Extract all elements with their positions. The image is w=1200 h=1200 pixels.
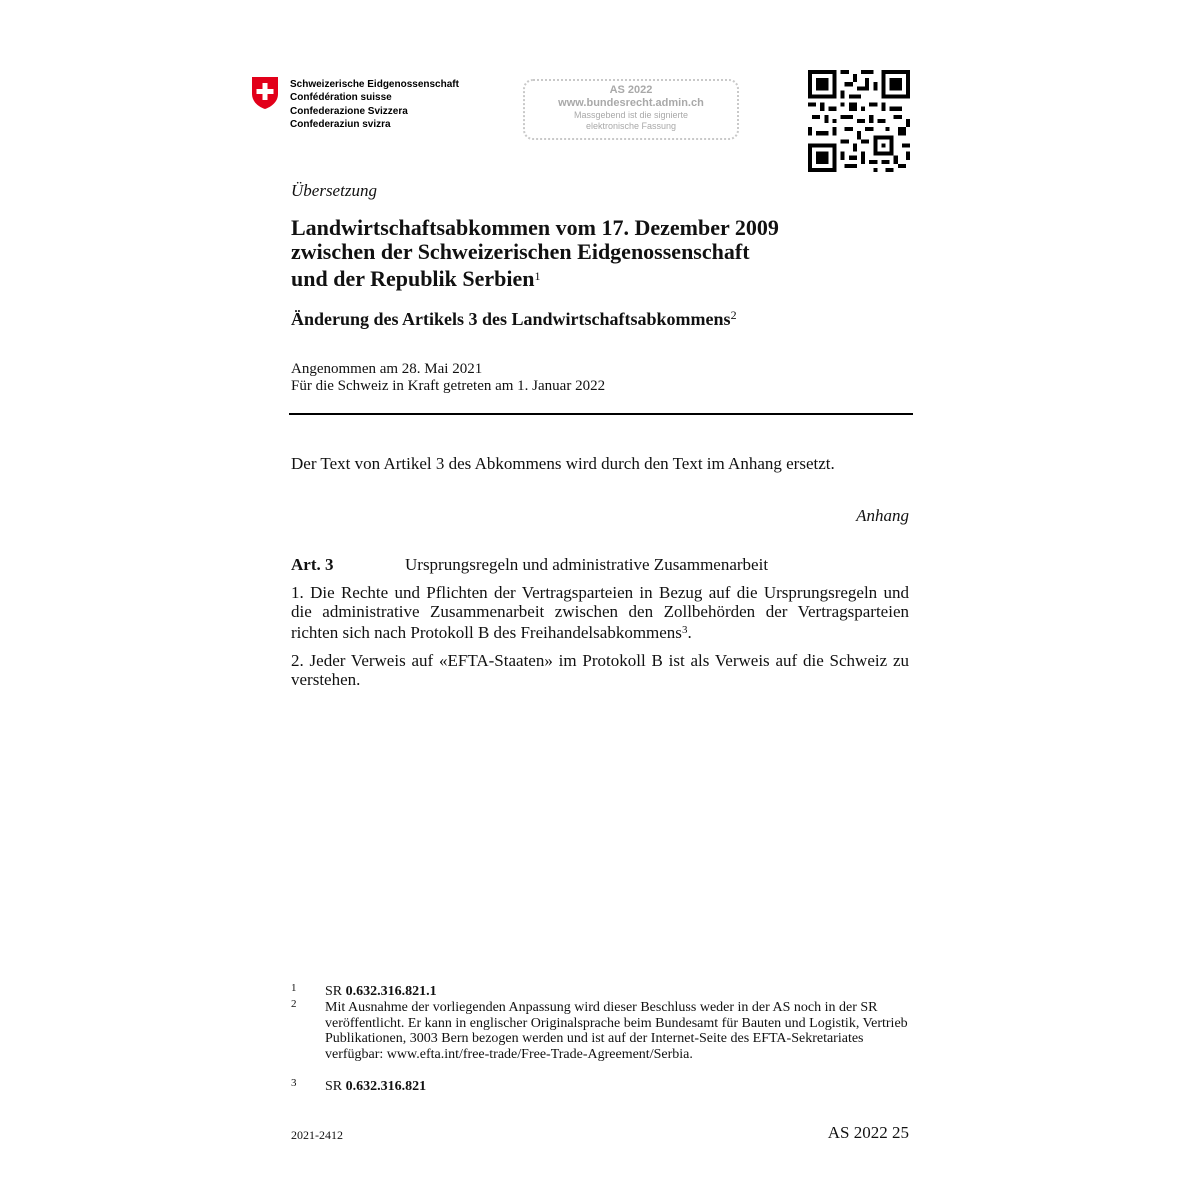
title-line-3-text: und der Republik Serbien	[291, 266, 535, 291]
document-reference: 2021-2412	[291, 1128, 343, 1142]
footnote-1	[291, 984, 909, 1000]
footnote-2-text: Mit Ausnahme der vorliegenden Anpassung wird dieser Beschluss weder in der AS noch in der SR veröffentlicht. Er kann in englischer Originalsprache beim Bundesamt für Bauten und Logistik, Vertrieb Publikationen, 3003 Bern bezogen werden und ist auf der Internet-Seite des EFTA-Sekretariates verfügbar: www.efta.int/free-trade/Free-Trade-Agreement/Serbia.	[325, 1000, 908, 1062]
publication-stamp	[523, 79, 739, 140]
stamp-line-url: www.bundesrecht.admin.ch	[558, 97, 704, 109]
paragraph-1-end: .	[687, 623, 692, 642]
federal-logo	[250, 76, 460, 136]
federation-name-de: Schweizerische Eidgenossenschaft	[290, 79, 459, 90]
article-title: Ursprungsregeln und administrative Zusammenarbeit	[405, 555, 769, 574]
stamp-line-note: Massgebend ist die signierte	[573, 110, 689, 120]
document-subtitle	[291, 304, 737, 330]
page-number: AS 2022 25	[827, 1123, 909, 1142]
annex-label: Anhang	[856, 506, 909, 525]
federation-name-rm: Confederaziun svizra	[290, 118, 391, 130]
translation-label: Übersetzung	[291, 181, 377, 200]
header-divider	[289, 413, 913, 415]
footnote-3-prefix: SR	[325, 1079, 346, 1094]
federation-name-fr: Confédération suisse	[290, 92, 392, 104]
document-title	[291, 216, 779, 291]
footnote-2-number: 2	[291, 998, 297, 1010]
adopted-date: Angenommen am 28. Mai 2021	[291, 361, 483, 377]
article-paragraph-2: 2. Jeder Verweis auf «EFTA-Staaten» im Protokoll B ist als Verweis auf die Schweiz zu verstehen.	[291, 651, 909, 689]
footnote-3-number: 3	[291, 1077, 297, 1089]
stamp-line-note2: elektronische Fassung	[585, 121, 677, 131]
footnote-ref-3[interactable]: 3	[681, 624, 688, 636]
article-number: Art. 3	[291, 555, 334, 574]
footnote-1-sr-number: 0.632.316.821.1	[345, 984, 437, 999]
footnote-3-sr-number: 0.632.316.821	[345, 1079, 427, 1094]
intro-text: Der Text von Artikel 3 des Abkommens wird durch den Text im Anhang ersetzt.	[291, 454, 835, 473]
footnote-1-prefix: SR	[325, 984, 346, 999]
stamp-line-as: AS 2022	[609, 84, 653, 96]
title-line-2: zwischen der Schweizerischen Eidgenossenschaft	[291, 239, 750, 264]
footnote-ref-2[interactable]: 2	[730, 308, 737, 322]
adoption-dates	[291, 361, 605, 395]
federation-names	[290, 78, 459, 131]
title-line-3	[291, 264, 779, 291]
subtitle-text: Änderung des Artikels 3 des Landwirtschaftsabkommens	[291, 309, 731, 329]
swiss-shield-icon	[250, 76, 280, 110]
footnote-ref-1[interactable]: 1	[534, 269, 541, 283]
article-paragraph-1	[291, 584, 909, 643]
in-force-date: Für die Schweiz in Kraft getreten am 1. Januar 2022	[291, 378, 606, 394]
title-line-1: Landwirtschaftsabkommen vom 17. Dezember 2009	[291, 215, 779, 240]
paragraph-1-text: 1. Die Rechte und Pflichten der Vertragsparteien in Bezug auf die Ursprungsregeln und die administrative Zusammenarbeit zwischen den Zollbehörden der Vertragsparteien richten sich nach Protokoll B des Freihandelsabkommens	[291, 583, 909, 642]
qr-code-icon	[808, 70, 910, 172]
footnote-2	[291, 1000, 909, 1062]
federation-name-it: Confederazione Svizzera	[290, 105, 408, 117]
footnote-1-number: 1	[291, 982, 297, 994]
footnote-3	[291, 1079, 909, 1095]
